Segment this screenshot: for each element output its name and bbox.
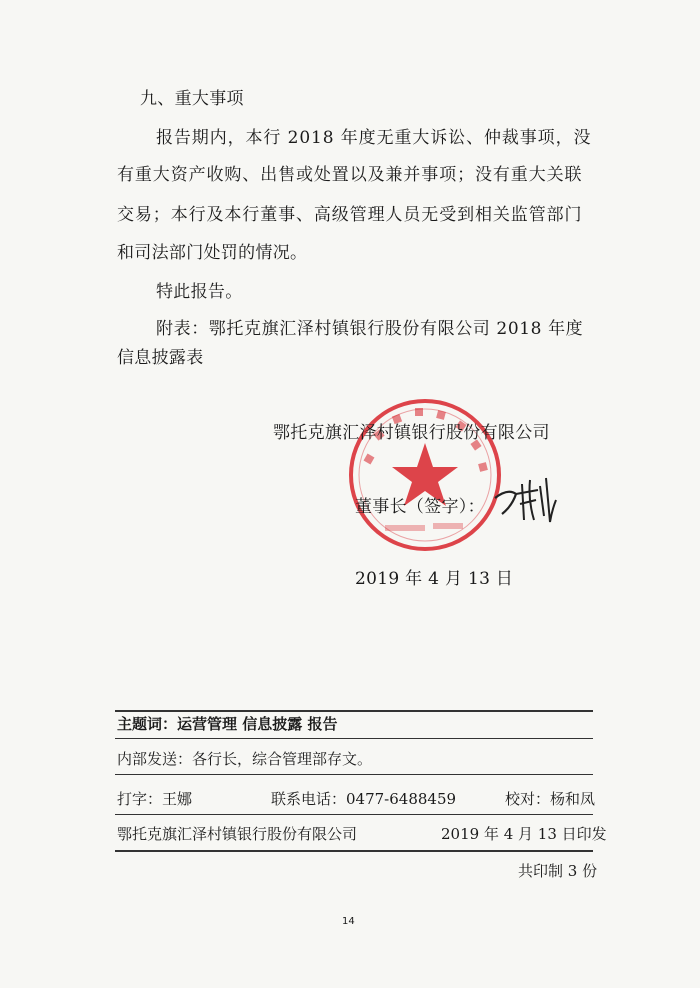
- body-line-3: 交易；本行及本行董事、高级管理人员无受到相关监管部门: [117, 205, 583, 225]
- contact-phone: 联系电话：0477-6488459: [271, 790, 457, 808]
- body-line-4: 和司法部门处罚的情况。: [117, 243, 308, 263]
- proofreader: 校对：杨和凤: [505, 790, 596, 808]
- attachment-line-2: 信息披露表: [117, 348, 204, 368]
- footer-top-rule: [115, 710, 593, 712]
- chairman-signature-label: 董事长（签字）：: [355, 497, 485, 517]
- footer-bottom-rule: [115, 850, 593, 852]
- copy-count: 共印制 3 份: [518, 862, 598, 880]
- footer-issuer: 鄂托克旗汇泽村镇银行股份有限公司: [117, 825, 358, 843]
- subject-keywords: 主题词：运营管理 信息披露 报告: [117, 715, 338, 733]
- report-date: 2019 年 4 月 13 日: [355, 569, 514, 589]
- body-line-2: 有重大资产收购、出售或处置以及兼并事项；没有重大关联: [117, 165, 583, 185]
- footer-rule-2: [115, 774, 593, 775]
- official-seal-icon: [345, 395, 505, 555]
- issuing-company: 鄂托克旗汇泽村镇银行股份有限公司: [273, 423, 550, 443]
- footer-rule-3: [115, 814, 593, 815]
- typist: 打字：王娜: [117, 790, 193, 808]
- section-heading: 九、重大事项: [140, 89, 244, 109]
- closing-line: 特此报告。: [156, 282, 243, 302]
- body-line-1: 报告期内，本行 2018 年度无重大诉讼、仲裁事项，没: [156, 128, 592, 148]
- page-number: 14: [342, 916, 355, 927]
- attachment-line-1: 附表：鄂托克旗汇泽村镇银行股份有限公司 2018 年度: [156, 319, 584, 339]
- issue-date: 2019 年 4 月 13 日印发: [441, 825, 607, 843]
- internal-distribution: 内部发送：各行长，综合管理部存文。: [117, 750, 373, 768]
- handwritten-signature-icon: [490, 470, 560, 530]
- footer-rule-1: [115, 738, 593, 739]
